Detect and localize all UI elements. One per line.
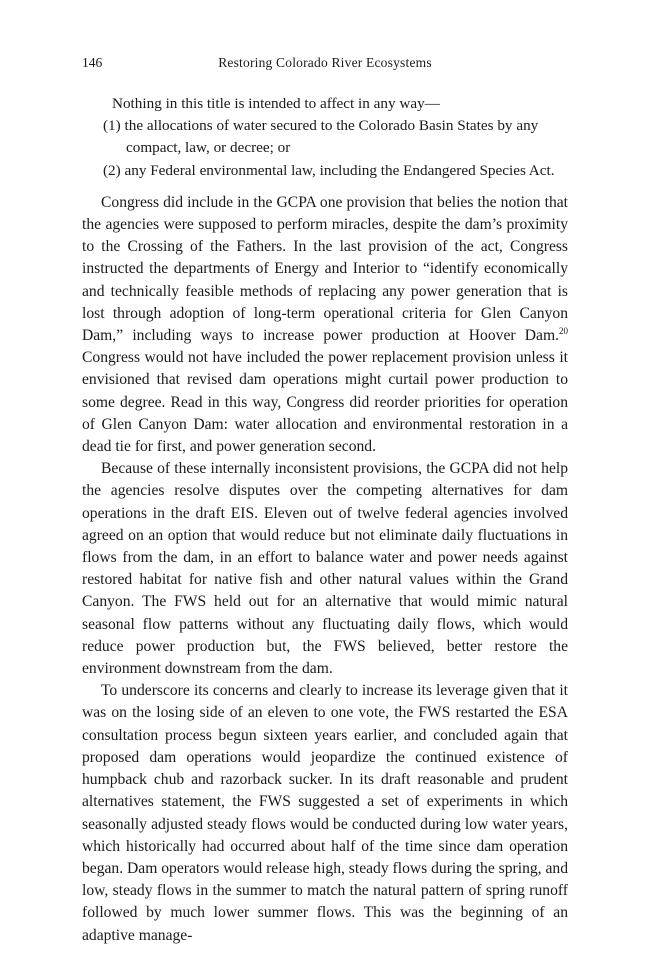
page-number: 146 [82, 55, 103, 70]
paragraph-1 [82, 192, 568, 458]
paragraph-2: Because of these internally inconsistent provisions, the GCPA did not help the agencies resolve disputes over the competing alternatives for dam operations in the draft EIS. Eleven out of twelve federal agencies involved agreed on an option that would reduce but not eliminate daily fluctuations in flows from the dam, in an effort to balance water and power needs against restored habitat for native fish and other natural values within the Grand Canyon. The FWS held out for an alternative that would mimic natural seasonal flow patterns without any fluctuating daily flows, which would reduce power production but, the FWS believed, better restore the environment downstream from the dam. [82, 460, 568, 678]
extract-item-1: (1) the allocations of water secured to the Colorado Basin States by any compact, law, or decree; or [103, 117, 539, 157]
running-head: Restoring Colorado River Ecosystems [218, 55, 432, 70]
footnote-marker: 20 [559, 326, 568, 337]
page-header [82, 53, 568, 73]
extract-item-2: (2) any Federal environmental law, including the Endangered Species Act. [103, 161, 555, 179]
paragraph-1-text-a: Congress did include in the GCPA one provision that belies the notion that the agencies were supposed to perform miracles, despite the dam’s proximity to the Crossing of the Fathers. In the last provision of the act, Congress instructed the departments of Energy and Interior to “identify economically and technically feasible methods of replacing any power generation that is lost through adoption of long-term operational criteria for Glen Canyon Dam,” including ways to increase power production at Hoover Dam. [82, 193, 568, 345]
statute-extract [82, 93, 568, 182]
body-text [82, 93, 568, 947]
paragraph-3: To underscore its concerns and clearly to increase its leverage given that it was on the losing side of an eleven to one vote, the FWS restarted the ESA consultation process begun sixteen years earlier, and concluded again that proposed dam operations would jeopardize the continued existence of humpback chub and razorback sucker. In its draft reasonable and prudent alternatives statement, the FWS suggested a set of experiments in which seasonally adjusted steady flows would be conducted during low water years, which historically had occurred about half of the time since dam operation began. Dam operators would release high, steady flows during the spring, and low, steady flows in the summer to match the natural pattern of spring runoff followed by much lower summer flows. This was the beginning of an adaptive manage- [82, 682, 568, 944]
paragraph-1-text-b: Congress would not have included the power replacement provision unless it envisioned that revised dam operations might curtail power production to some degree. Read in this way, Congress did reorder priorities for operation of Glen Canyon Dam: water allocation and environmental restoration in a dead tie for first, and power generation second. [82, 349, 568, 456]
extract-intro: Nothing in this title is intended to affect in any way— [112, 95, 440, 112]
